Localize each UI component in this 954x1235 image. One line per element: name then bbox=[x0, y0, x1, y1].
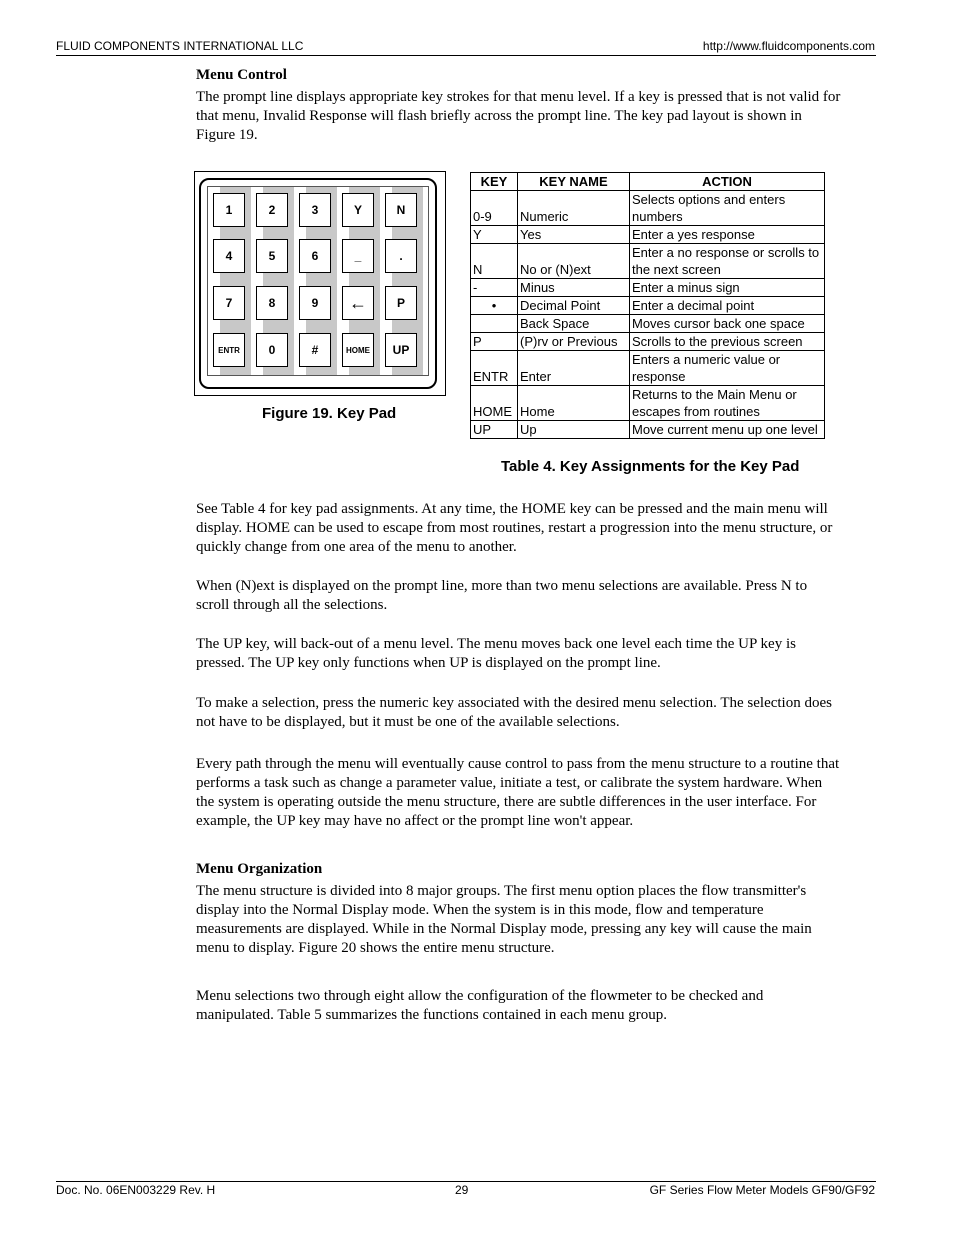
key-hash: # bbox=[299, 333, 331, 367]
next-paragraph: When (N)ext is displayed on the prompt line, more than two menu selections are available. Press N to scroll through all the selections. bbox=[196, 578, 808, 613]
footer-page-number: 29 bbox=[455, 1183, 469, 1197]
up-key-paragraph: The UP key, will back-out of a menu level. The menu moves back one level each time the UP key is pressed. The UP key only functions when UP is displayed on the prompt line. bbox=[196, 636, 796, 671]
key-entr: ENTR bbox=[213, 333, 245, 367]
table-cell bbox=[471, 315, 518, 333]
key-7: 7 bbox=[213, 286, 245, 320]
column-header-action: ACTION bbox=[630, 173, 825, 191]
table-row bbox=[471, 421, 825, 439]
footer-rule bbox=[56, 1181, 876, 1182]
table-row bbox=[471, 386, 825, 421]
table-cell: Enter a minus sign bbox=[630, 279, 825, 297]
table-cell: Move current menu up one level bbox=[630, 421, 825, 439]
table-cell: P bbox=[471, 333, 518, 351]
table-cell: Enter bbox=[518, 351, 630, 386]
key-9: 9 bbox=[299, 286, 331, 320]
key-6: 6 bbox=[299, 239, 331, 273]
key-5: 5 bbox=[256, 239, 288, 273]
selection-paragraph: To make a selection, press the numeric key associated with the desired menu selection. The selection does not have to be displayed, but it must be one of the available selections. bbox=[196, 695, 832, 730]
table-row bbox=[471, 351, 825, 386]
key-assignment-table bbox=[470, 172, 825, 439]
table-cell: Decimal Point bbox=[518, 297, 630, 315]
table-row bbox=[471, 244, 825, 279]
key-8: 8 bbox=[256, 286, 288, 320]
footer-doc-number: Doc. No. 06EN003229 Rev. H bbox=[56, 1183, 216, 1197]
menu-organization-heading: Menu Organization bbox=[196, 861, 323, 877]
footer-model: GF Series Flow Meter Models GF90/GF92 bbox=[649, 1183, 875, 1197]
table-cell: • bbox=[471, 297, 518, 315]
table-cell: Selects options and enters numbers bbox=[630, 191, 825, 226]
table-cell: Yes bbox=[518, 226, 630, 244]
table-row bbox=[471, 333, 825, 351]
menu-path-paragraph: Every path through the menu will eventually cause control to pass from the menu structure to a routine that performs a task such as change a parameter value, initiate a test, or calibrate the system hardware. When the system is operating outside the menu structure, there are subtle differences in the user interface. For example, the UP key may have no affect or the prompt line won't appear. bbox=[196, 756, 840, 829]
header-rule bbox=[56, 55, 876, 56]
key-n: N bbox=[385, 193, 417, 227]
figure-caption: Figure 19. Key Pad bbox=[262, 405, 397, 422]
menu-organization-paragraph: The menu structure is divided into 8 major groups. The first menu option places the flow transmitter's display into the Normal Display mode. When the system is in this mode, flow and temperature measurements are displayed. While in the Normal Display mode, pressing any key will cause the main menu to display. Figure 20 shows the entire menu structure. bbox=[196, 883, 812, 956]
table-caption: Table 4. Key Assignments for the Key Pad bbox=[501, 458, 800, 475]
table-cell: UP bbox=[471, 421, 518, 439]
table-cell: Enter a decimal point bbox=[630, 297, 825, 315]
table-cell: Numeric bbox=[518, 191, 630, 226]
intro-paragraph: The prompt line displays appropriate key strokes for that menu level. If a key is pressed that is not valid for that menu, Invalid Response will flash briefly across the prompt line. The key pad layout is shown in Figure 19. bbox=[196, 89, 841, 143]
table-cell: (P)rv or Previous bbox=[518, 333, 630, 351]
key-y: Y bbox=[342, 193, 374, 227]
key-0: 0 bbox=[256, 333, 288, 367]
table-cell: Enter a yes response bbox=[630, 226, 825, 244]
table-cell: Scrolls to the previous screen bbox=[630, 333, 825, 351]
table-cell: Enter a no response or scrolls to the next screen bbox=[630, 244, 825, 279]
key-backspace-arrow-icon: ← bbox=[342, 286, 374, 320]
table-cell: Back Space bbox=[518, 315, 630, 333]
table-row bbox=[471, 191, 825, 226]
key-2: 2 bbox=[256, 193, 288, 227]
table-cell: - bbox=[471, 279, 518, 297]
table-cell: Y bbox=[471, 226, 518, 244]
header-url: http://www.fluidcomponents.com bbox=[702, 39, 875, 53]
table-cell: 0-9 bbox=[471, 191, 518, 226]
table-row bbox=[471, 226, 825, 244]
table-cell: No or (N)ext bbox=[518, 244, 630, 279]
key-4: 4 bbox=[213, 239, 245, 273]
table-header-row bbox=[471, 173, 825, 191]
table-cell: Moves cursor back one space bbox=[630, 315, 825, 333]
table-row bbox=[471, 279, 825, 297]
key-minus: _ bbox=[342, 239, 374, 273]
table-cell: Returns to the Main Menu or escapes from routines bbox=[630, 386, 825, 421]
key-home: HOME bbox=[342, 333, 374, 367]
table-cell: Enters a numeric value or response bbox=[630, 351, 825, 386]
table-row bbox=[471, 315, 825, 333]
menu-selections-paragraph: Menu selections two through eight allow the configuration of the flowmeter to be checked and manipulated. Table 5 summarizes the functions contained in each menu group. bbox=[196, 988, 764, 1023]
key-1: 1 bbox=[213, 193, 245, 227]
table-cell: ENTR bbox=[471, 351, 518, 386]
table-row bbox=[471, 297, 825, 315]
key-3: 3 bbox=[299, 193, 331, 227]
header-company: FLUID COMPONENTS INTERNATIONAL LLC bbox=[56, 39, 304, 53]
key-decimal: . bbox=[385, 239, 417, 273]
menu-control-heading: Menu Control bbox=[196, 67, 287, 83]
key-up: UP bbox=[385, 333, 417, 367]
table-cell: N bbox=[471, 244, 518, 279]
column-header-key: KEY bbox=[471, 173, 518, 191]
column-header-key-name: KEY NAME bbox=[518, 173, 630, 191]
table-cell: Home bbox=[518, 386, 630, 421]
key-p: P bbox=[385, 286, 417, 320]
table-cell: HOME bbox=[471, 386, 518, 421]
keypad-grid bbox=[207, 186, 429, 376]
table-cell: Minus bbox=[518, 279, 630, 297]
see-table-paragraph: See Table 4 for key pad assignments. At any time, the HOME key can be pressed and the main menu will display. HOME can be used to escape from most routines, restart a progression into the menu structure, or quickly change from one area of the menu to another. bbox=[196, 501, 833, 555]
table-cell: Up bbox=[518, 421, 630, 439]
